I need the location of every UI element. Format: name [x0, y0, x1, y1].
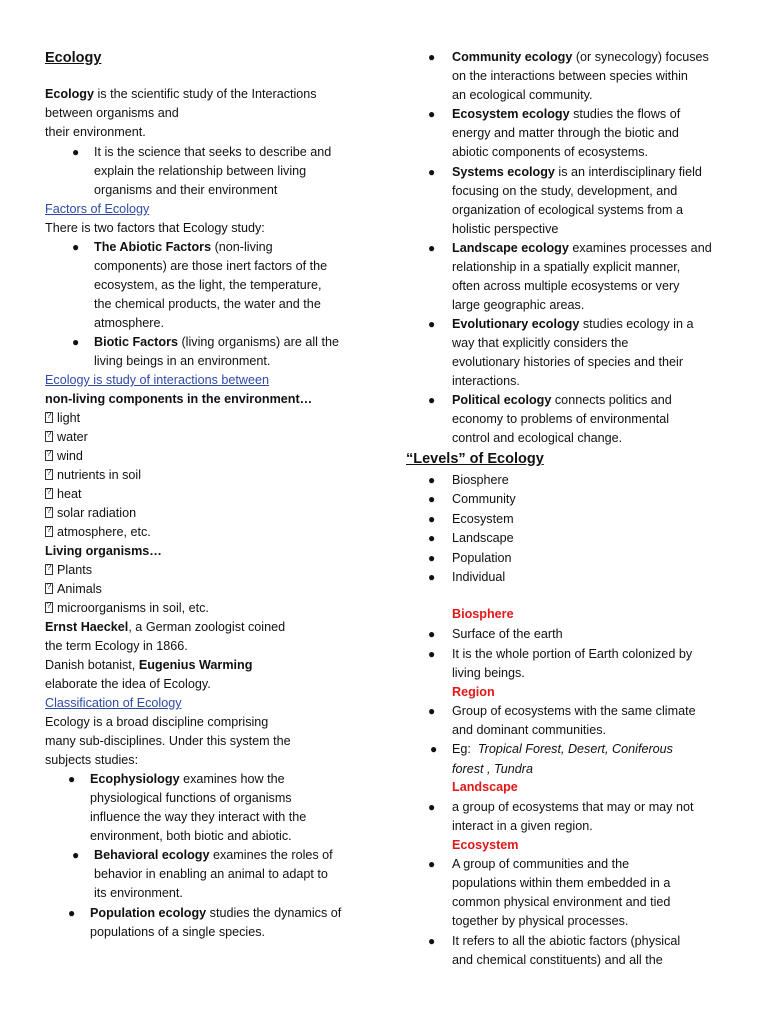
region-heading: Region — [452, 685, 495, 699]
abiotic-line: atmosphere. — [94, 316, 165, 330]
intro-line-3: their environment. — [45, 125, 146, 139]
missing-glyph-icon — [45, 450, 53, 461]
political-line: economy to problems of environmental — [452, 412, 670, 426]
list-item: ?microorganisms in soil, etc. — [45, 599, 209, 618]
list-item: ?water — [45, 428, 88, 447]
list-item: ?light — [45, 409, 80, 428]
missing-glyph-icon — [45, 412, 53, 423]
landscape-line: interact in a given region. — [452, 819, 593, 833]
biosphere-line: Surface of the earth — [452, 627, 563, 641]
biotic-line: living beings in an environment. — [94, 354, 271, 368]
bullet-icon: ● — [72, 145, 80, 159]
landscape-ecology-line: Landscape ecology examines processes and — [452, 241, 712, 255]
classification-line: many sub-disciplines. Under this system the — [45, 734, 291, 748]
bullet-icon: ● — [428, 50, 436, 64]
bullet-icon: ● — [428, 531, 436, 545]
levels-item: Ecosystem — [452, 512, 514, 526]
community-line: Community ecology (or synecology) focuses — [452, 50, 709, 64]
biotic-line: Biotic Factors (living organisms) are all the — [94, 335, 339, 349]
systems-line: organization of ecological systems from a — [452, 203, 683, 217]
landscape-line: a group of ecosystems that may or may not — [452, 800, 694, 814]
abiotic-line: ecosystem, as the light, the temperature, — [94, 278, 322, 292]
missing-glyph-icon — [45, 583, 53, 594]
community-line: on the interactions between species within — [452, 69, 688, 83]
factors-heading: Factors of Ecology — [45, 202, 150, 216]
page-title: Ecology — [45, 50, 102, 66]
bullet-icon: ● — [428, 492, 436, 506]
region-line: Group of ecosystems with the same climate — [452, 704, 696, 718]
region-example-line: Eg: Tropical Forest, Desert, Coniferous — [452, 742, 673, 756]
missing-glyph-icon — [45, 431, 53, 442]
missing-glyph-icon — [45, 602, 53, 613]
missing-glyph-icon — [45, 507, 53, 518]
ecophysiology-line: influence the way they interact with the — [90, 810, 307, 824]
missing-glyph-icon — [45, 526, 53, 537]
abiotic-line: components) are those inert factors of the — [94, 259, 328, 273]
bullet-icon: ● — [428, 107, 436, 121]
biosphere-line: It is the whole portion of Earth colonized by — [452, 647, 693, 661]
ecophysiology-line: environment, both biotic and abiotic. — [90, 829, 292, 843]
behavioral-line: Behavioral ecology examines the roles of — [94, 848, 333, 862]
landscape-ecology-line: large geographic areas. — [452, 298, 585, 312]
levels-item: Population — [452, 551, 512, 565]
bullet-icon: ● — [428, 393, 436, 407]
evolutionary-line: interactions. — [452, 374, 520, 388]
bullet-icon: ● — [72, 848, 80, 862]
list-item: ?wind — [45, 447, 83, 466]
missing-glyph-icon — [45, 469, 53, 480]
behavioral-line: behavior in enabling an animal to adapt to — [94, 867, 328, 881]
landscape-ecology-line: often across multiple ecosystems or very — [452, 279, 680, 293]
population-line: populations of a single species. — [90, 925, 266, 939]
bullet-icon: ● — [430, 742, 438, 756]
bullet-icon: ● — [428, 551, 436, 565]
region-example-line: forest , Tundra — [452, 762, 533, 776]
factors-intro: There is two factors that Ecology study: — [45, 221, 265, 235]
list-item: ?solar radiation — [45, 504, 136, 523]
missing-glyph-icon — [45, 564, 53, 575]
ecophysiology-line: physiological functions of organisms — [90, 791, 292, 805]
ecosystem-ecology-line: Ecosystem ecology studies the flows of — [452, 107, 681, 121]
evolutionary-line: Evolutionary ecology studies ecology in a — [452, 317, 694, 331]
classification-line: Ecology is a broad discipline comprising — [45, 715, 269, 729]
list-item: ?nutrients in soil — [45, 466, 141, 485]
political-line: Political ecology connects politics and — [452, 393, 672, 407]
bullet-icon: ● — [428, 800, 436, 814]
biosphere-heading: Biosphere — [452, 607, 514, 621]
haeckel-line: Ernst Haeckel, a German zoologist coined — [45, 620, 286, 634]
evolutionary-line: evolutionary histories of species and their — [452, 355, 684, 369]
list-item: ?Plants — [45, 561, 92, 580]
bullet-icon: ● — [68, 906, 76, 920]
behavioral-line: its environment. — [94, 886, 183, 900]
ecosystem-line: common physical environment and tied — [452, 895, 671, 909]
ecosystem-line: together by physical processes. — [452, 914, 629, 928]
systems-line: holistic perspective — [452, 222, 559, 236]
levels-item: Individual — [452, 570, 506, 584]
abiotic-line: The Abiotic Factors (non-living — [94, 240, 273, 254]
bullet-icon: ● — [428, 317, 436, 331]
systems-line: Systems ecology is an interdisciplinary field — [452, 165, 702, 179]
levels-heading: “Levels” of Ecology — [406, 451, 544, 467]
list-item: ?Animals — [45, 580, 102, 599]
evolutionary-line: way that explicitly considers the — [452, 336, 629, 350]
community-line: an ecological community. — [452, 88, 593, 102]
levels-item: Community — [452, 492, 516, 506]
bullet-icon: ● — [428, 627, 436, 641]
levels-item: Biosphere — [452, 473, 509, 487]
bullet-icon: ● — [428, 473, 436, 487]
ecosystem-line: and chemical constituents) and all the — [452, 953, 663, 967]
bullet-icon: ● — [428, 512, 436, 526]
landscape-heading: Landscape — [452, 780, 518, 794]
bullet-icon: ● — [428, 570, 436, 584]
list-item: ?heat — [45, 485, 82, 504]
bullet-icon: ● — [428, 165, 436, 179]
bullet-icon: ● — [68, 772, 76, 786]
bullet-icon: ● — [72, 240, 80, 254]
ecosystem-line: A group of communities and the — [452, 857, 630, 871]
intro-line-1: Ecology is the scientific study of the Interactions — [45, 87, 317, 101]
political-line: control and ecological change. — [452, 431, 623, 445]
classification-heading: Classification of Ecology — [45, 696, 182, 710]
ecosystem-line: populations within them embedded in a — [452, 876, 671, 890]
population-line: Population ecology studies the dynamics of — [90, 906, 342, 920]
ecosystem-line: It refers to all the abiotic factors (physical — [452, 934, 681, 948]
biosphere-line: living beings. — [452, 666, 525, 680]
intro-bullet-line: It is the science that seeks to describe and — [94, 145, 332, 159]
bullet-icon: ● — [428, 704, 436, 718]
missing-glyph-icon — [45, 488, 53, 499]
region-line: and dominant communities. — [452, 723, 607, 737]
levels-item: Landscape — [452, 531, 514, 545]
ecophysiology-line: Ecophysiology examines how the — [90, 772, 285, 786]
living-heading: Living organisms… — [45, 544, 162, 558]
intro-bullet-line: organisms and their environment — [94, 183, 278, 197]
interactions-heading: Ecology is study of interactions between — [45, 373, 270, 387]
bullet-icon: ● — [428, 857, 436, 871]
bullet-icon: ● — [428, 934, 436, 948]
intro-bullet-line: explain the relationship between living — [94, 164, 307, 178]
ecosystem-heading: Ecosystem — [452, 838, 519, 852]
systems-line: focusing on the study, development, and — [452, 184, 678, 198]
list-item: ?atmosphere, etc. — [45, 523, 151, 542]
nonliving-heading: non-living components in the environment… — [45, 392, 313, 406]
bullet-icon: ● — [72, 335, 80, 349]
classification-line: subjects studies: — [45, 753, 139, 767]
warming-line: elaborate the idea of Ecology. — [45, 677, 211, 691]
warming-line: Danish botanist, Eugenius Warming — [45, 658, 253, 672]
intro-line-2: between organisms and — [45, 106, 179, 120]
landscape-ecology-line: relationship in a spatially explicit manner, — [452, 260, 681, 274]
bullet-icon: ● — [428, 241, 436, 255]
abiotic-line: the chemical products, the water and the — [94, 297, 321, 311]
haeckel-line: the term Ecology in 1866. — [45, 639, 188, 653]
ecosystem-ecology-line: abiotic components of ecosystems. — [452, 145, 648, 159]
bullet-icon: ● — [428, 647, 436, 661]
ecosystem-ecology-line: energy and matter through the biotic and — [452, 126, 679, 140]
